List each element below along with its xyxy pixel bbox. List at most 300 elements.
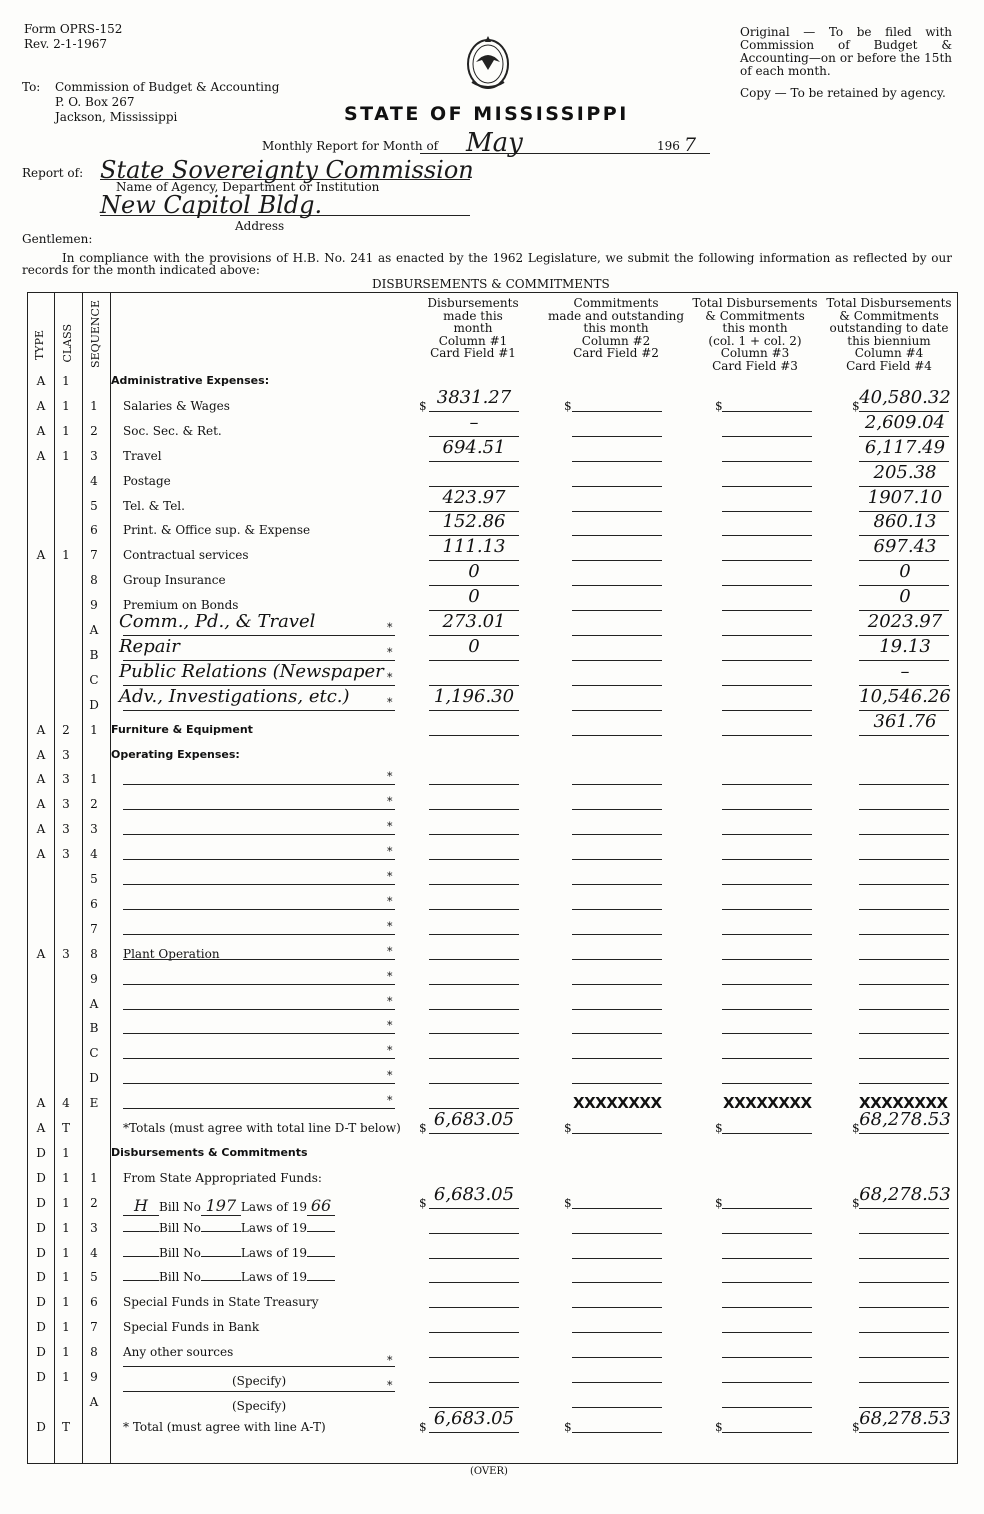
dollar-sign: $ [715,398,723,413]
column-4-field[interactable] [859,1382,949,1383]
column-3-field[interactable] [722,486,812,487]
state-seal-icon [458,30,518,94]
column-1-field[interactable] [429,1382,519,1383]
column-1-field[interactable] [429,1058,519,1059]
column-4-value[interactable]: 0 [899,586,911,608]
table-row [27,866,958,890]
specify-line[interactable] [123,1391,395,1392]
asterisk-mark: * [387,845,393,859]
column-3-field[interactable] [722,1258,812,1259]
sequence-code: 2 [90,1195,98,1210]
column-3-field[interactable] [722,660,812,661]
row-label: Print. & Office sup. & Expense [123,523,311,538]
column-1-value[interactable]: 1,196.30 [433,685,515,707]
column-3-field[interactable] [722,1307,812,1308]
type-code: A [36,722,46,737]
class-code: 1 [62,1345,70,1360]
asterisk-mark: * [387,870,393,883]
class-code: 1 [62,1270,70,1285]
class-code: 1 [62,398,70,413]
column-3-field[interactable] [722,1407,812,1408]
column-4-value[interactable]: 40,580.32 [859,386,951,408]
column-1-field[interactable] [429,934,519,935]
dollar-sign: $ [419,1195,427,1210]
column-3-field[interactable] [722,436,812,437]
sequence-column-header: SEQUENCE [89,300,102,368]
column-1-value[interactable]: – [469,411,479,433]
column-4-field[interactable] [859,1033,949,1034]
agency-field[interactable]: State Sovereignty Commission [100,156,474,184]
column-1-field[interactable] [429,859,519,860]
column-2-field[interactable] [572,809,662,810]
column-4-field[interactable] [859,1432,949,1433]
specify-line[interactable] [123,1366,395,1367]
column-4-field[interactable] [859,959,949,960]
column-4-field[interactable] [859,1133,949,1134]
asterisk-mark: * [387,820,393,834]
column-3-field[interactable] [722,535,812,536]
column-1-value[interactable]: 423.97 [442,486,506,508]
column-2-field[interactable] [572,585,662,586]
bill-number-field[interactable] [201,1280,241,1281]
column-2-field[interactable] [572,436,662,437]
description-line[interactable] [123,1058,395,1059]
sequence-code: A [89,1394,99,1409]
column-4-field[interactable] [859,1357,949,1358]
bill-type-field[interactable] [123,1231,159,1232]
column-2-field[interactable] [572,934,662,935]
table-row [27,1040,958,1064]
table-row [27,1215,958,1239]
sequence-code: 1 [90,772,98,787]
column-1-value[interactable]: 0 [468,561,480,583]
type-code: D [36,1195,46,1210]
column-4-value[interactable]: 68,278.53 [859,1109,951,1130]
sequence-code: 2 [90,797,98,812]
column-2-field[interactable] [572,1382,662,1383]
description-line[interactable] [123,784,395,785]
dollar-sign: $ [419,1121,427,1135]
column-1-field[interactable] [429,1432,519,1433]
sequence-code: 9 [90,971,98,986]
column-1-value[interactable]: 273.01 [442,611,506,632]
class-code: 1 [62,548,70,563]
column-4-value[interactable]: 2,609.04 [864,411,946,433]
column-1-value[interactable]: 3831.27 [436,386,512,408]
column-3-field[interactable] [722,959,812,960]
column-2-field[interactable] [572,1133,662,1134]
column-1-field[interactable] [429,1033,519,1034]
column-4-field[interactable] [859,1009,949,1010]
class-code: 4 [62,1096,70,1111]
sequence-code: 3 [90,1220,98,1235]
class-code: T [61,1419,70,1434]
type-code: D [36,1245,46,1260]
column-1-value[interactable]: 6,683.05 [433,1109,515,1130]
description-line[interactable] [123,1083,395,1084]
column-4-field[interactable] [859,984,949,985]
column-1-field[interactable] [429,1208,519,1209]
column-1-field[interactable] [429,1307,519,1308]
column-1-value[interactable]: 0 [468,635,480,657]
specify-caption: (Specify) [232,1374,287,1388]
class-code: 2 [62,722,70,737]
column-3-field[interactable] [722,1332,812,1333]
column-2-field[interactable] [572,984,662,985]
column-3-field[interactable] [722,884,812,885]
column-3-field[interactable] [722,610,812,611]
column-2-field[interactable] [572,1307,662,1308]
table-row [27,766,958,790]
form-number: Form OPRS-152 [24,22,123,36]
laws-of-label: Laws of 19 [240,1245,307,1260]
column-4-field[interactable] [859,1208,949,1209]
description-line[interactable] [123,984,395,985]
column-2-field[interactable] [572,959,662,960]
original-filing-note: Original — To be filed with Commission of Budget & Accounting—on or before the 15th of each month. [740,25,952,78]
column-2-field[interactable] [572,535,662,536]
description-line[interactable] [123,934,395,935]
column-3-field[interactable] [722,784,812,785]
column-1-field[interactable] [429,735,519,736]
column-4-field[interactable] [859,784,949,785]
address-field[interactable]: New Capitol Bldg. [100,191,323,219]
type-code: A [36,822,46,837]
description-line[interactable] [123,909,395,910]
column-1-field[interactable] [429,1133,519,1134]
column-2-field[interactable] [572,710,662,711]
asterisk-mark: * [387,1094,393,1108]
description-line[interactable] [123,1108,395,1109]
law-year-field[interactable] [307,1231,335,1232]
compliance-paragraph: In compliance with the provisions of H.B. No. 241 as enacted by the 1962 Legislature, we submit the following information as reflected by our records for the month indicated above: [22,251,952,277]
column-3-field[interactable] [722,809,812,810]
bill-type-field[interactable] [123,1256,159,1257]
column-4-value[interactable]: 860.13 [873,511,937,533]
class-code: 1 [62,1145,70,1160]
bill-reference [123,1221,335,1235]
asterisk-mark: * [387,1044,393,1058]
column-2-field[interactable] [572,511,662,512]
column-3-field[interactable] [722,1009,812,1010]
column-1-field[interactable] [429,884,519,885]
column-3-field[interactable] [722,1382,812,1383]
type-code: A [36,797,46,812]
column-2-field[interactable] [572,685,662,686]
description-line[interactable] [123,884,395,885]
type-code: A [36,946,46,961]
law-year-field[interactable]: 66 [307,1196,335,1216]
column-3-field[interactable] [722,859,812,860]
column-2-field[interactable] [572,1058,662,1059]
column-1-field[interactable] [429,1357,519,1358]
column-2-field[interactable] [572,411,662,412]
column-1-field[interactable] [429,1083,519,1084]
column-2-field[interactable] [572,735,662,736]
column-4-field[interactable] [859,809,949,810]
column-2-field[interactable] [572,1208,662,1209]
description-line [123,959,395,960]
sequence-code: 9 [90,598,98,613]
sequence-code: 3 [90,822,98,837]
column-2-field[interactable] [572,610,662,611]
column-3-field[interactable] [722,1033,812,1034]
column-2-field[interactable] [572,1432,662,1433]
column-3-field[interactable] [722,1058,812,1059]
column-1-field[interactable] [429,959,519,960]
column-3-field[interactable] [722,635,812,636]
sequence-code: 7 [90,548,98,563]
column-4-field[interactable] [859,859,949,860]
column-2-field[interactable] [572,1033,662,1034]
crossed-out-field: XXXXXXXX [723,1094,812,1113]
column-3-field[interactable] [722,560,812,561]
column-4-value[interactable]: 19.13 [879,635,931,657]
column-4-value[interactable]: 697.43 [873,536,937,558]
table-row [27,685,958,716]
dollar-sign: $ [419,398,427,413]
column-1-field[interactable] [429,1258,519,1259]
column-2-field[interactable] [572,461,662,462]
description-line[interactable] [123,834,395,835]
column-4-value[interactable]: 10,546.26 [859,685,951,707]
bill-reference [123,1246,335,1260]
dollar-sign: $ [715,1195,723,1210]
column-3-field[interactable] [722,984,812,985]
column-4-field[interactable] [859,735,949,736]
column-3-field[interactable] [722,685,812,686]
table-row [27,966,958,990]
class-code: 1 [62,1320,70,1335]
column-2-field[interactable] [572,1407,662,1408]
column-2-field[interactable] [572,1083,662,1084]
description-line[interactable] [123,809,395,810]
column-3-field[interactable] [722,411,812,412]
column-4-field[interactable] [859,1058,949,1059]
column-4-field[interactable] [859,1332,949,1333]
sequence-code: 6 [90,896,98,911]
column-4-value[interactable]: – [900,660,910,682]
column-3-field[interactable] [722,1208,812,1209]
year-field[interactable]: 7 [684,134,697,156]
column-2-field[interactable] [572,1258,662,1259]
laws-of-label: Laws of 19 [240,1220,307,1235]
column-4-field[interactable] [859,1083,949,1084]
column-2-field[interactable] [572,1357,662,1358]
report-of-label: Report of: [22,166,84,180]
bill-no-label: Bill No [159,1270,201,1285]
class-code: 1 [62,374,70,388]
column-3-field[interactable] [722,1133,812,1134]
column-4-value[interactable]: 68,278.53 [859,1407,951,1429]
bill-type-field[interactable] [123,1280,159,1281]
column-1-field[interactable] [429,461,519,462]
handwritten-description[interactable]: Public Relations (Newspaper [119,660,384,682]
column-3-field[interactable] [722,585,812,586]
column-1-field[interactable] [429,809,519,810]
month-field[interactable]: May [466,128,523,158]
type-code: A [36,448,46,463]
column-1-field[interactable] [429,909,519,910]
bill-reference [123,1196,335,1216]
column-1-value[interactable]: 6,683.05 [433,1183,515,1205]
asterisk-mark: * [387,1378,393,1392]
column-1-value[interactable]: 111.13 [442,536,506,558]
column-2-field[interactable] [572,1233,662,1234]
row-label: Tel. & Tel. [123,498,185,513]
type-code: A [36,548,46,563]
column-4-value[interactable]: 68,278.53 [859,1183,951,1205]
column-1-value[interactable]: 694.51 [442,436,506,458]
row-label: Group Insurance [123,573,226,588]
column-3-field[interactable] [722,1282,812,1283]
law-year-field[interactable] [307,1256,335,1257]
column-2-field[interactable] [572,834,662,835]
year-prefix: 196 [657,139,680,153]
column-4-value[interactable]: 1907.10 [867,486,943,508]
column-4-field[interactable] [859,909,949,910]
column-3-field[interactable] [722,1083,812,1084]
column-1-field[interactable] [429,1233,519,1234]
description-line[interactable] [123,859,395,860]
column-2-field[interactable] [572,909,662,910]
column-1-field[interactable] [429,1009,519,1010]
column-1-value[interactable]: 152.86 [442,511,506,533]
asterisk-mark: * [387,1069,393,1083]
column-4-field[interactable] [859,934,949,935]
handwritten-description[interactable]: Adv., Investigations, etc.) [119,685,350,707]
column-4-value[interactable]: 6,117.49 [864,436,946,458]
table-row [27,1065,958,1089]
column-3-field[interactable] [722,1432,812,1433]
handwritten-description[interactable]: Repair [119,635,180,657]
asterisk-mark: * [387,695,393,709]
table-row [27,1339,958,1363]
bill-type-field[interactable]: H [123,1196,159,1216]
greeting: Gentlemen: [22,232,93,246]
column-3-field[interactable] [722,909,812,910]
column-2-field[interactable] [572,1009,662,1010]
column-4-field[interactable] [859,1233,949,1234]
column-1-value[interactable]: 6,683.05 [433,1407,515,1429]
column-3-field[interactable] [722,1233,812,1234]
column-2-field[interactable] [572,1282,662,1283]
addressee-line: P. O. Box 267 [55,95,135,109]
column-4-field[interactable] [859,1282,949,1283]
column-4-value[interactable]: 205.38 [873,461,937,483]
section-heading: DISBURSEMENTS & COMMITMENTS [372,277,610,291]
column-2-field[interactable] [572,859,662,860]
dollar-sign: $ [852,1419,860,1434]
sequence-code: D [89,1071,99,1086]
sequence-code: 8 [90,573,98,588]
table-row [27,816,958,840]
column-1-header: Disbursements made this month Column #1 Card Field #1 [427,296,519,360]
column-1-field[interactable] [429,1282,519,1283]
copy-note: Copy — To be retained by agency. [740,86,946,100]
column-2-field[interactable] [572,884,662,885]
column-3-field[interactable] [722,511,812,512]
bill-number-field[interactable] [201,1256,241,1257]
type-code: D [36,1320,46,1335]
column-3-field[interactable] [722,461,812,462]
column-1-field[interactable] [429,784,519,785]
table-row [27,991,958,1015]
sequence-code: 5 [90,498,98,513]
class-code: 1 [62,1245,70,1260]
class-code: 1 [62,423,70,438]
handwritten-description[interactable]: Comm., Pd., & Travel [119,611,316,632]
sequence-code: 8 [90,1345,98,1360]
sequence-code: 2 [90,423,98,438]
bill-number-field[interactable] [201,1231,241,1232]
table-row [27,1289,958,1313]
bill-reference [123,1270,335,1284]
row-label: Special Funds in Bank [123,1320,260,1335]
row-label: Any other sources [123,1345,234,1360]
column-4-value[interactable]: 361.76 [873,710,937,732]
column-1-value[interactable]: 0 [468,586,480,608]
row-label: Special Funds in State Treasury [123,1295,319,1310]
type-code: A [36,747,46,762]
column-4-field[interactable] [859,884,949,885]
column-2-field[interactable] [572,486,662,487]
column-3-field[interactable] [722,710,812,711]
law-year-field[interactable] [307,1280,335,1281]
dollar-sign: $ [564,398,572,413]
table-row [27,742,958,766]
column-4-field[interactable] [859,834,949,835]
bill-number-field[interactable]: 197 [201,1196,241,1216]
column-3-field[interactable] [722,934,812,935]
row-label: *Totals (must agree with total line D-T below) [123,1121,401,1135]
class-code: 1 [62,1195,70,1210]
asterisk-mark: * [387,994,393,1008]
column-2-field[interactable] [572,1332,662,1333]
column-2-header: Commitments made and outstanding this month Column #2 Card Field #2 [547,296,685,360]
column-1-field[interactable] [429,984,519,985]
column-1-field[interactable] [429,710,519,711]
column-4-field[interactable] [859,1307,949,1308]
column-1-field[interactable] [429,660,519,661]
asterisk-mark: * [387,919,393,933]
class-code: 1 [62,1295,70,1310]
column-2-field[interactable] [572,660,662,661]
description-line[interactable] [123,1009,395,1010]
sequence-code: E [89,1096,99,1111]
table-row [27,710,958,741]
column-1-field[interactable] [429,1332,519,1333]
column-1-field[interactable] [429,834,519,835]
type-column-header: TYPE [33,330,46,361]
sequence-code: 4 [90,473,98,488]
column-3-field[interactable] [722,735,812,736]
table-row [27,1183,958,1215]
description-line[interactable] [123,1033,395,1034]
column-2-field[interactable] [572,635,662,636]
dollar-sign: $ [419,1419,427,1434]
column-3-field[interactable] [722,834,812,835]
column-4-value[interactable]: 0 [899,561,911,583]
column-2-field[interactable] [572,784,662,785]
column-4-field[interactable] [859,1258,949,1259]
row-label: Salaries & Wages [123,398,230,413]
table-row [27,916,958,940]
column-4-value[interactable]: 2023.97 [867,611,943,632]
column-3-field[interactable] [722,1357,812,1358]
sequence-code: 1 [90,722,98,737]
column-2-field[interactable] [572,560,662,561]
